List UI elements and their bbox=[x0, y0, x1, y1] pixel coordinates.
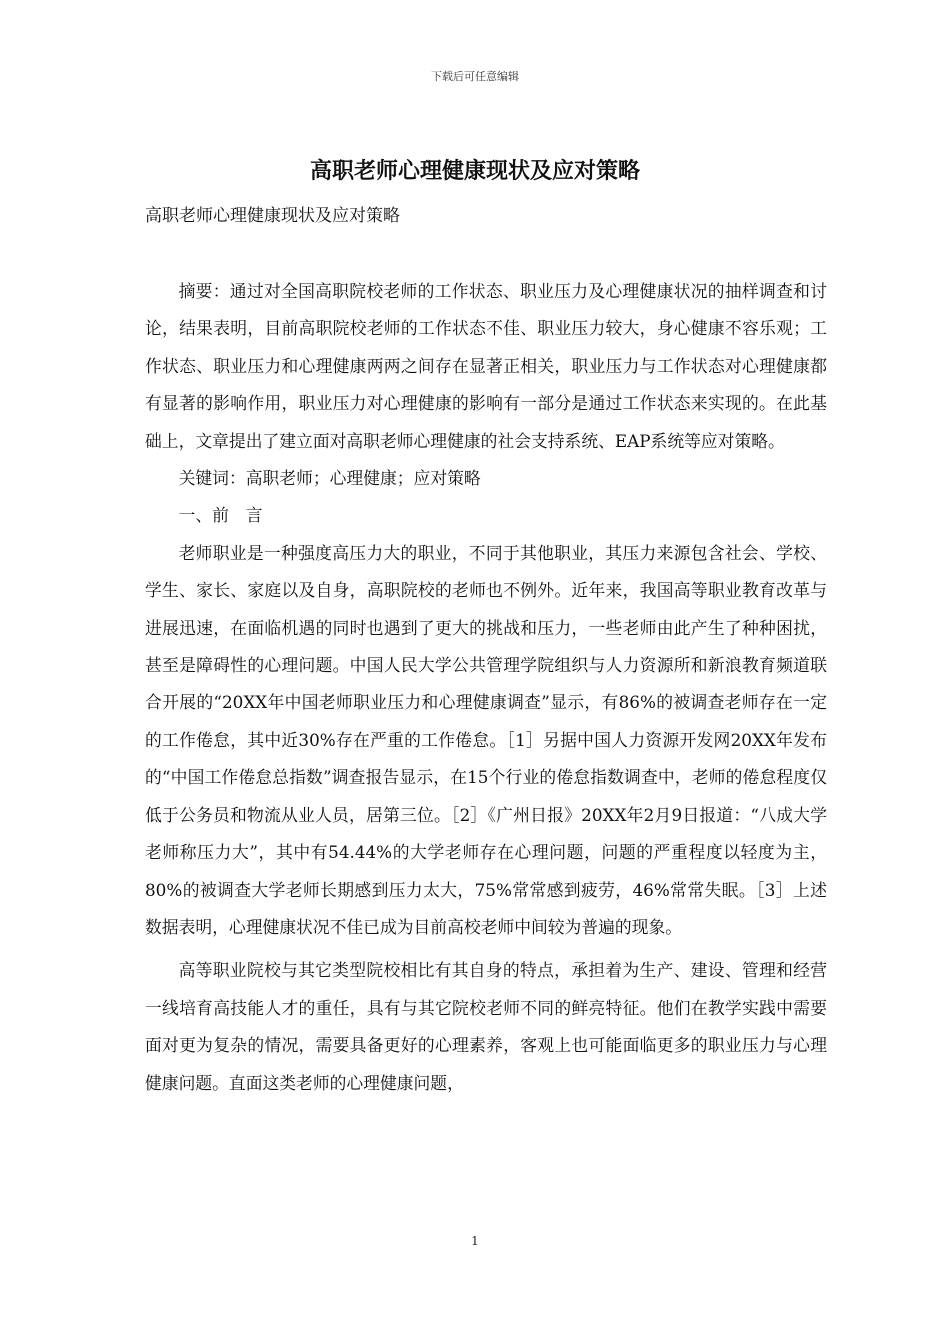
document-body bbox=[145, 273, 827, 1102]
page-header: 下载后可任意编辑 bbox=[431, 70, 519, 83]
page-number: 1 bbox=[471, 1234, 479, 1248]
abstract-paragraph: 摘要：通过对全国高职院校老师的工作状态、职业压力及心理健康状况的抽样调查和讨论，结果表明，目前高职院校老师的工作状态不佳、职业压力较大，身心健康不容乐观；工作状态、职业压力和心理健康两两之间存在显著正相关，职业压力与工作状态对心理健康都有显著的影响作用，职业压力对心理健康的影响有一部分是通过工作状态来实现的。在此基础上，文章提出了建立面对高职老师心理健康的社会支持系统、EAP系统等应对策略。 bbox=[145, 281, 827, 451]
document-title: 高职老师心理健康现状及应对策略 bbox=[309, 158, 640, 184]
keywords-paragraph: 关键词：高职老师；心理健康；应对策略 bbox=[178, 468, 481, 489]
body-paragraph: 高等职业院校与其它类型院校相比有其自身的特点，承担着为生产、建设、管理和经营一线培育高技能人才的重任，具有与其它院校老师不同的鲜亮特征。他们在教学实践中需要面对更为复杂的情况，需要具备更好的心理素养，客观上也可能面临更多的职业压力与心理健康问题。直面这类老师的心理健康问题， bbox=[145, 960, 827, 1093]
document-subtitle: 高职老师心理健康现状及应对策略 bbox=[145, 206, 400, 226]
section-heading: 一、前 言 bbox=[178, 505, 263, 526]
body-paragraph: 老师职业是一种强度高压力大的职业，不同于其他职业，其压力来源包含社会、学校、学生、家长、家庭以及自身，高职院校的老师也不例外。近年来，我国高等职业教育改革与进展迅速，在面临机遇的同时也遇到了更大的挑战和压力，一些老师由此产生了种种困扰，甚至是障碍性的心理问题。中国人民大学公共管理学院组织与人力资源所和新浪教育频道联合开展的“20XX年中国老师职业压力和心理健康调查”显示，有86%的被调查老师存在一定的工作倦怠，其中近30%存在严重的工作倦怠。［1］另据中国人力资源开发网20XX年发布的“中国工作倦怠总指数”调查报告显示，在15个行业的倦怠指数调查中，老师的倦怠程度仅低于公务员和物流从业人员，居第三位。［2］《广州日报》20XX年2月9日报道：“八成大学老师称压力大”，其中有54.44%的大学老师存在心理问题，问题的严重程度以轻度为主，80%的被调查大学老师长期感到压力太大，75%常常感到疲劳，46%常常失眠。［3］上述数据表明，心理健康状况不佳已成为目前高校老师中间较为普遍的现象。 bbox=[145, 542, 827, 937]
